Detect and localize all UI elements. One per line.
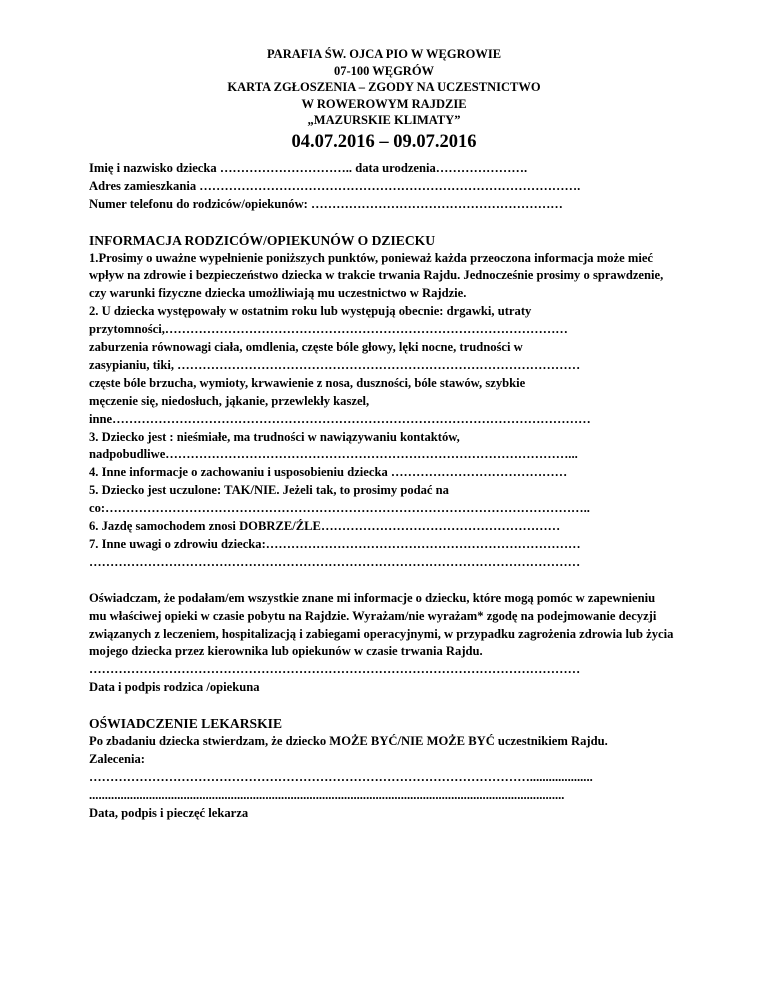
medical-statement: Po zbadaniu dziecka stwierdzam, że dziecko MOŻE BYĆ/NIE MOŻE BYĆ uczestnikiem Rajdu. bbox=[89, 733, 608, 748]
info-line: inne…………………………………………………………………………………………………… bbox=[89, 411, 591, 426]
phone-field: Numer telefonu do rodziców/opiekunów: …………………………………………………… bbox=[89, 196, 563, 211]
info-paragraph-1: 1.Prosimy o uważne wypełnienie poniższych punktów, ponieważ każda przeoczona informacja może mieć wpływ na zdrowie i bezpieczeństwo dziecka w trakcie trwania Rajdu. Jednocześnie prosimy o sprawdzenie, czy warunki fizyczne dziecka umożliwiają mu uczestnictwo w Rajdzie. bbox=[89, 250, 664, 301]
info-line: zaburzenia równowagi ciała, omdlenia, częste bóle głowy, lęki nocne, trudności w bbox=[89, 340, 523, 355]
address-field: Adres zamieszkania ………………………………………………………………………………. bbox=[89, 178, 581, 193]
parent-signature-line: ……………………………………………………………………………………………………… bbox=[89, 662, 581, 677]
recommendations-line: …………………………………………………………………………………………….................... bbox=[89, 769, 593, 784]
doctor-signature-label: Data, podpis i pieczęć lekarza bbox=[89, 805, 249, 820]
info-line: co:…………………………………………………………………………………………………….. bbox=[89, 501, 590, 516]
info-line: nadpobudliwe……………………………………………………………………………………... bbox=[89, 447, 578, 462]
parent-signature-label: Data i podpis rodzica /opiekuna bbox=[89, 680, 260, 695]
info-line: męczenie się, niedosłuch, jąkanie, przewlekły kaszel, bbox=[89, 393, 370, 408]
info-line: zasypianiu, tiki, …………………………………………………………………………………… bbox=[89, 357, 581, 372]
info-section-title: INFORMACJA RODZICÓW/OPIEKUNÓW O DZIECKU bbox=[89, 232, 436, 248]
info-line: 6. Jazdę samochodem znosi DOBRZE/ŹLE………………………………………………… bbox=[89, 519, 561, 534]
info-line: 4. Inne informacje o zachowaniu i usposobieniu dziecka …………………………………… bbox=[89, 465, 568, 480]
form-body bbox=[89, 160, 675, 822]
info-line: ……………………………………………………………………………………………………… bbox=[89, 554, 581, 569]
info-line: przytomności,…………………………………………………………………………………… bbox=[89, 322, 568, 337]
parent-declaration: Oświadczam, że podałam/em wszystkie znane mi informacje o dziecku, które mogą pomóc w zapewnieniu mu właściwej opieki w czasie pobytu na Rajdzie. Wyrażam/nie wyrażam* zgodę na podejmowanie decyzji związanych z leczeniem, hospitalizacją i zabiegami operacyjnymi, w przypadku zagrożenia zdrowia lub życia mojego dziecka przez kierownika lub opiekunów w czasie trwania Rajdu. bbox=[89, 590, 674, 659]
event-name: „MAZURSKIE KLIMATY” bbox=[307, 113, 461, 128]
recommendations-label: Zalecenia: bbox=[89, 751, 145, 766]
form-title: KARTA ZGŁOSZENIA – ZGODY NA UCZESTNICTWO bbox=[227, 80, 541, 95]
form-subtitle: W ROWEROWYM RAJDZIE bbox=[301, 96, 467, 111]
info-line: 5. Dziecko jest uczulone: TAK/NIE. Jeżeli tak, to prosimy podać na bbox=[89, 483, 449, 498]
child-name-field: Imię i nazwisko dziecka ………………………….. data urodzenia…………………. bbox=[89, 161, 528, 175]
parish-address: 07-100 WĘGRÓW bbox=[333, 63, 435, 78]
form-header bbox=[0, 46, 768, 154]
recommendations-line: ....................................................................................................................................................... bbox=[89, 787, 565, 802]
info-line: 3. Dziecko jest : nieśmiałe, ma trudności w nawiązywaniu kontaktów, bbox=[89, 429, 460, 444]
parish-name: PARAFIA ŚW. OJCA PIO W WĘGROWIE bbox=[266, 47, 502, 61]
event-dates: 04.07.2016 – 09.07.2016 bbox=[291, 131, 477, 152]
info-line: częste bóle brzucha, wymioty, krwawienie z nosa, duszności, bóle stawów, szybkie bbox=[89, 375, 526, 390]
info-line: 7. Inne uwagi o zdrowiu dziecka:………………………………………………………………… bbox=[89, 537, 581, 552]
medical-section-title: OŚWIADCZENIE LEKARSKIE bbox=[89, 716, 283, 732]
info-line: 2. U dziecka występowały w ostatnim roku lub występują obecnie: drgawki, utraty bbox=[89, 304, 532, 319]
